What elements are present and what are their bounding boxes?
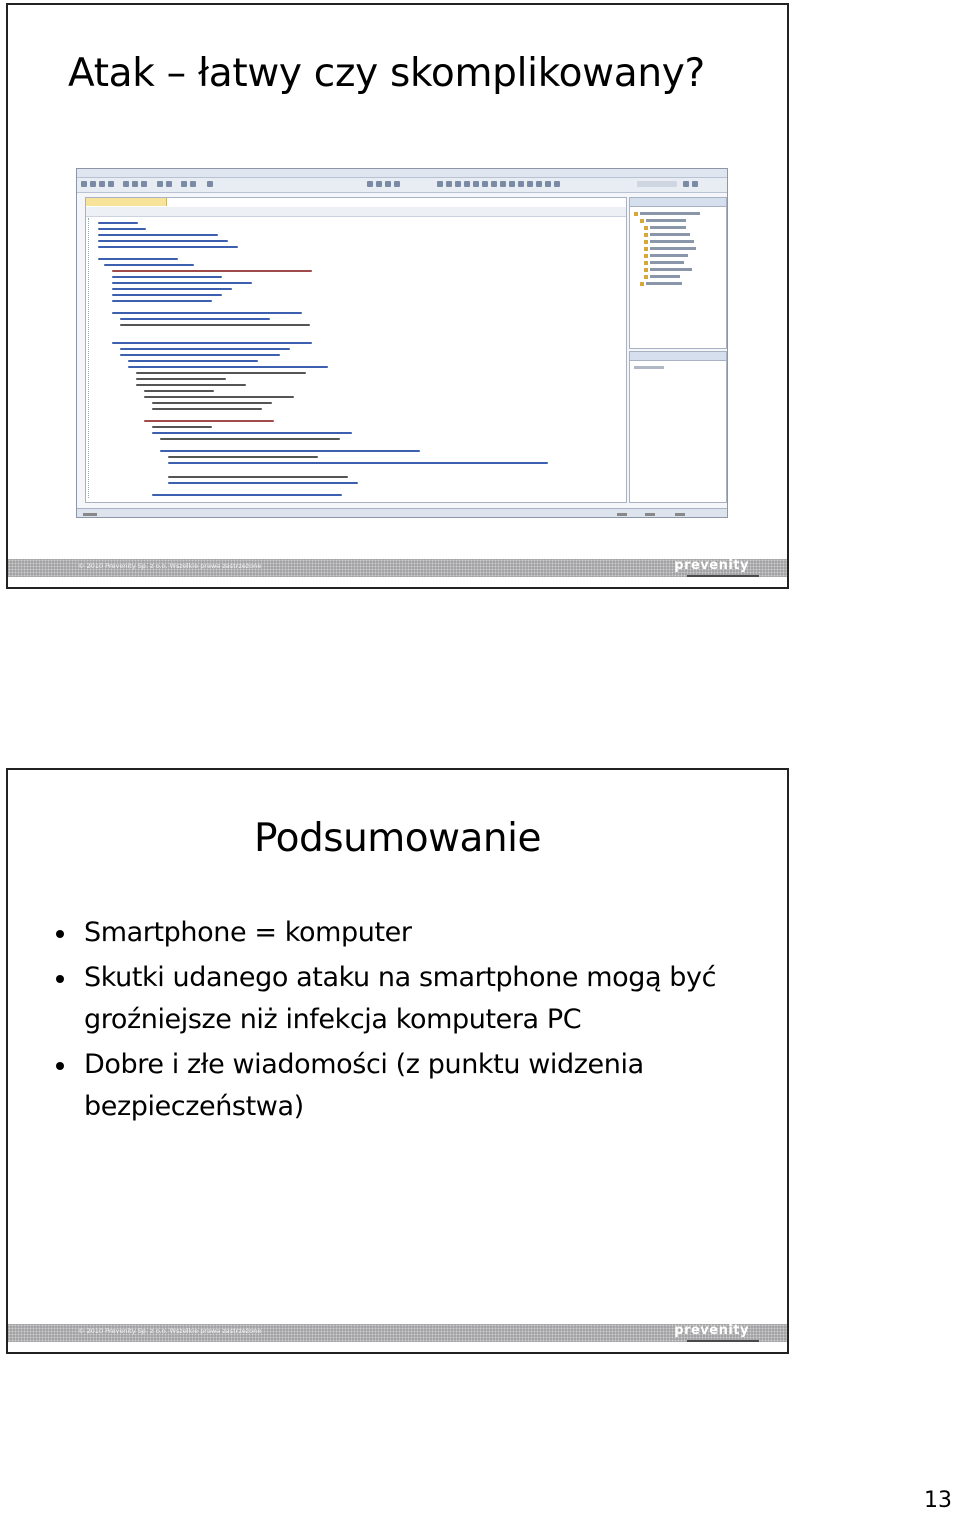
footer-copyright: © 2010 Prevenity Sp. z o.o. Wszelkie prawa zastrzeżone	[78, 1327, 262, 1335]
ide-screenshot	[76, 168, 728, 518]
slide-title: Podsumowanie	[254, 816, 541, 861]
slide-attack	[6, 3, 789, 589]
code-editor	[85, 197, 627, 503]
footer-copyright: © 2010 Prevenity Sp. z o.o. Wszelkie prawa zastrzeżone	[78, 562, 262, 570]
footer-logo: prevenity	[674, 1323, 749, 1338]
bullet-item: Smartphone = komputer	[48, 912, 748, 954]
slide-summary	[6, 768, 789, 1354]
bullet-list	[48, 912, 748, 1131]
ide-statusbar	[77, 508, 727, 517]
slide-title: Atak – łatwy czy skomplikowany?	[68, 51, 705, 96]
solution-explorer	[629, 197, 727, 349]
bullet-item: Dobre i złe wiadomości (z punktu widzenia bezpieczeństwa)	[48, 1044, 748, 1128]
ide-toolbar	[77, 178, 727, 193]
bullet-item: Skutki udanego ataku na smartphone mogą być groźniejsze niż infekcja komputera PC	[48, 957, 748, 1041]
slide-footer	[8, 1324, 787, 1342]
page-number: 13	[924, 1488, 952, 1513]
footer-logo: prevenity	[674, 558, 749, 573]
ide-menubar	[77, 169, 727, 178]
properties-panel	[629, 351, 727, 503]
slide-footer	[8, 559, 787, 577]
